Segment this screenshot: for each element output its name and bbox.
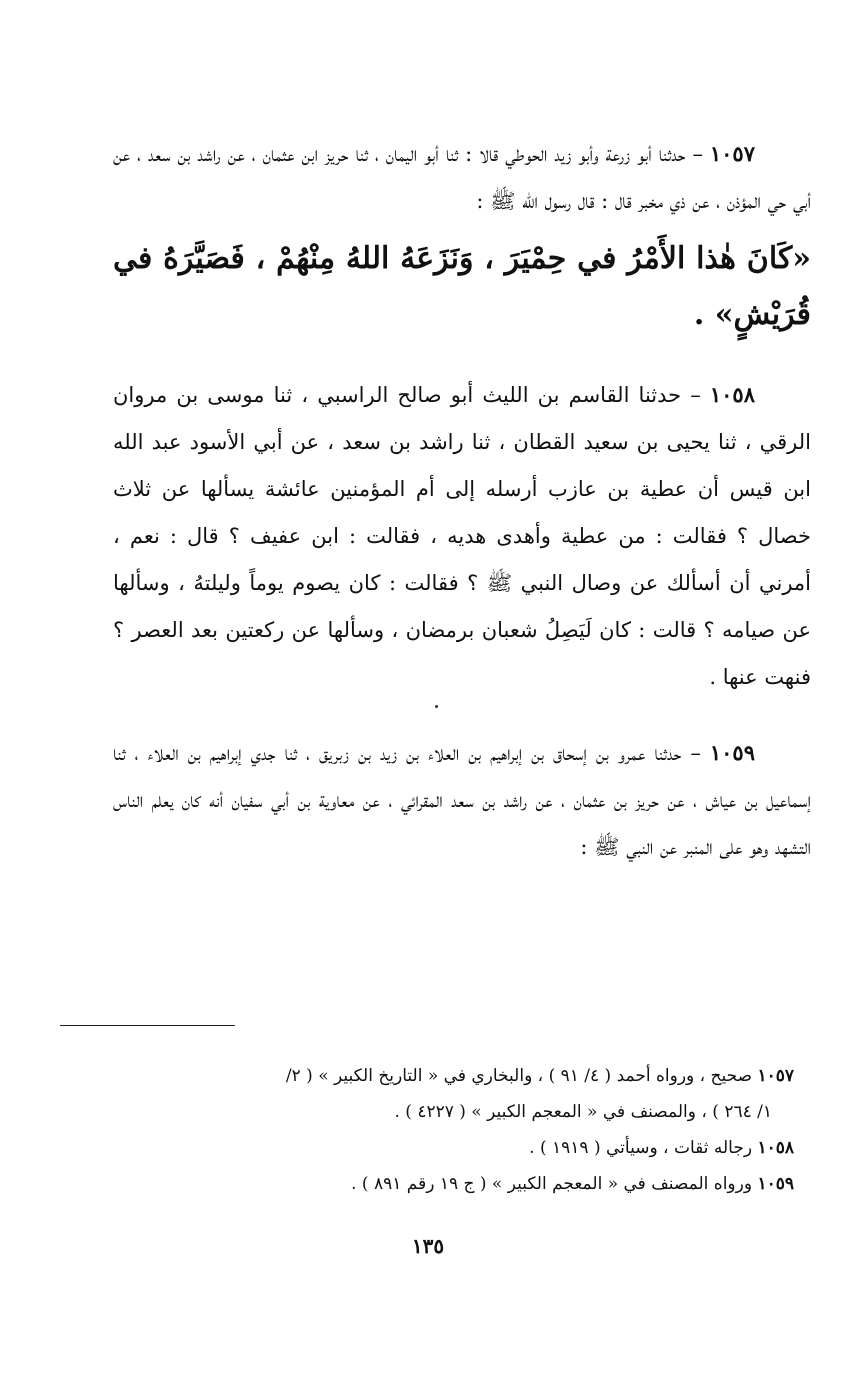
hadith-1059 — [113, 729, 811, 871]
footnote-number: ١٠٥٩ — [757, 1174, 794, 1194]
hadith-1057 — [113, 130, 811, 225]
hadith-number: ١٠٥٩ — [709, 740, 755, 765]
footnote-item — [114, 1058, 794, 1094]
footnote-text: ورواه المصنف في « المعجم الكبير » ( ج ١٩ رقم ٨٩١ ) . — [351, 1174, 753, 1194]
ink-dot — [435, 705, 438, 708]
hadith-text: – حدثنا عمرو بن إسحاق بن إبراهيم بن العلاء بن زيد بن زبريق ، ثنا جدي إبراهيم بن العلاء ، ثنا إسماعيل بن عياش ، عن حريز بن عثمان ، عن راشد بن سعد المقرائي ، عن معاوية بن أبي سفيان أنه كان يعلم الناس التشهد وهو على المنبر عن النبي ﷺ : — [113, 741, 811, 859]
footnote-item — [114, 1166, 794, 1202]
hadith-1058 — [113, 371, 811, 701]
hadith-text: – حدثنا القاسم بن الليث أبو صالح الراسبي ، ثنا موسى بن مروان الرقي ، ثنا يحيى بن سعيد القطان ، ثنا راشد بن سعد ، عن أبي الأسود عبد الله ابن قيس أن عطية بن عازب أرسله إلى أم المؤمنين عائشة يسألها عن ثلاث خصال ؟ فقالت : من عطية وأهدى هديه ، فقالت : ابن عفيف ؟ قال : نعم ، أمرني أن أسألك عن وصال النبي ﷺ ؟ فقالت : كان يصوم يوماً وليلتهُ ، وسألها عن صيامه ؟ قالت : كان لَيَصِلُ شعبان برمضان ، وسألها عن ركعتين بعد العصر ؟ فنهت عنها . — [113, 383, 811, 689]
hadith-isnad: – حدثنا أبو زرعة وأبو زيد الحوطي قالا : ثنا أبو اليمان ، ثنا حريز ابن عثمان ، عن راشد بن سعد ، عن أبي حي المؤذن ، عن ذي مخبر قال : قال رسول الله ﷺ : — [113, 142, 811, 213]
footnote-number: ١٠٥٧ — [757, 1066, 794, 1086]
footnotes — [114, 1058, 794, 1202]
page-number: ١٣٥ — [411, 1234, 445, 1258]
footnote-item — [114, 1130, 794, 1166]
hadith-number: ١٠٥٧ — [709, 141, 755, 166]
hadith-number: ١٠٥٨ — [709, 382, 755, 407]
main-text — [113, 130, 811, 871]
footnote-divider — [60, 1025, 235, 1026]
footnote-text: صحيح ، ورواه أحمد ( ٤/ ٩١ ) ، والبخاري في « التاريخ الكبير » ( ٢/ — [285, 1066, 753, 1086]
footnote-text: رجاله ثقات ، وسيأتي ( ١٩١٩ ) . — [529, 1138, 753, 1158]
footnote-continuation: ١/ ٢٦٤ ) ، والمصنف في « المعجم الكبير » ( ٤٢٢٧ ) . — [394, 1102, 772, 1122]
footnote-number: ١٠٥٨ — [757, 1138, 794, 1158]
hadith-matn: «كَانَ هٰذا الأَمْرُ في حِمْيَرَ ، وَنَزَعَهُ اللهُ مِنْهُمْ ، فَصَيَّرَهُ في قُرَيْشٍ» . — [113, 241, 811, 332]
